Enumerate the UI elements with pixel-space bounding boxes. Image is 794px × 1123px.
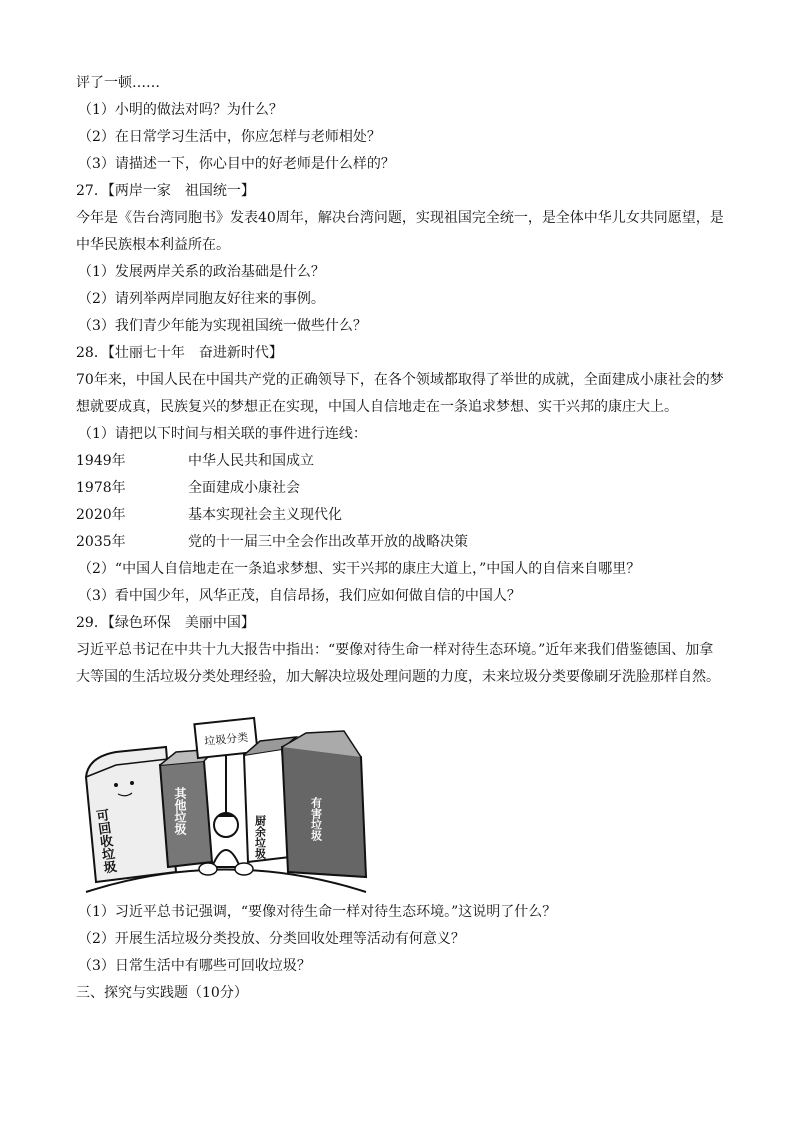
question-29-text: 习近平总书记在中共十九大报告中指出：“要像对待生命一样对待生态环境。”近年来我们借鉴德国、加拿大等国的生活垃圾分类处理经验，加大解决垃圾处理问题的力度，未来垃圾分类要像刷牙洗脸那样自然。 [76,642,720,685]
matching-year: 2035年 [76,534,126,550]
matching-year: 1949年 [76,453,126,469]
question-item: （3）看中国少年，风华正茂，自信昂扬，我们应如何做自信的中国人？ [78,588,521,604]
garbage-sorting-illustration [76,697,376,897]
question-29-heading: 29．【绿色环保 美丽中国】 [76,615,255,631]
matching-row [76,502,726,529]
bin-label: 厨余垃圾 [253,815,267,859]
question-item: （2）“中国人自信地走在一条追求梦想、实干兴邦的康庄大道上，”中国人的自信来自哪里？ [78,561,641,577]
matching-event: 中华人民共和国成立 [188,453,314,469]
matching-event: 基本实现社会主义现代化 [188,507,342,523]
question-27-heading: 27．【两岸一家 祖国统一】 [76,183,255,199]
question-item: （2）开展生活垃圾分类投放、分类回收处理等活动有何意义？ [78,931,465,947]
document-page [76,70,726,1007]
question-item: （1）习近平总书记强调，“要像对待生命一样对待生态环境。”这说明了什么？ [78,904,557,920]
bin-label: 其他垃圾 [173,787,187,835]
bin-label: 可回收垃圾 [92,807,117,875]
bin-label: 有害垃圾 [309,797,323,841]
question-item: （1）小明的做法对吗？为什么？ [78,102,283,118]
question-item: （3）请描述一下，你心目中的好老师是什么样的？ [78,156,395,172]
text-line: 评了一顿…… [76,75,160,91]
section-3-heading: 三、探究与实践题（10分） [76,985,248,1001]
matching-year: 1978年 [76,480,126,496]
matching-row [76,448,726,475]
question-item: （1）发展两岸关系的政治基础是什么？ [78,264,325,280]
question-item: （3）我们青少年能为实现祖国统一做些什么？ [78,318,367,334]
other-bin [160,749,216,867]
sign-text: 垃圾分类 [203,730,249,749]
matching-event: 全面建成小康社会 [188,480,300,496]
matching-row [76,529,726,556]
garbage-sorting-drawing [76,697,376,897]
question-28-text: 70年来，中国人民在中国共产党的正确领导下，在各个领域都取得了举世的成就，全面建成小康社会的梦想就要成真，民族复兴的梦想正在实现，中国人自信地走在一条追求梦想、实干兴邦的康庄大上。 [76,372,724,415]
matching-event: 党的十一届三中全会作出改革开放的战略决策 [188,534,468,550]
question-item: （2）请列举两岸同胞友好往来的事例。 [78,291,325,307]
question-item: （2）在日常学习生活中，你应怎样与老师相处？ [78,129,381,145]
hazardous-bin [282,731,366,877]
question-28-heading: 28．【壮丽七十年 奋进新时代】 [76,345,283,361]
matching-row [76,475,726,502]
question-item: （3）日常生活中有哪些可回收垃圾？ [78,958,311,974]
question-27-text: 今年是《告台湾同胞书》发表40周年，解决台湾问题，实现祖国完全统一，是全体中华儿女共同愿望，是中华民族根本利益所在。 [76,210,724,253]
matching-year: 2020年 [76,507,126,523]
question-item: （1）请把以下时间与相关联的事件进行连线： [78,426,367,442]
